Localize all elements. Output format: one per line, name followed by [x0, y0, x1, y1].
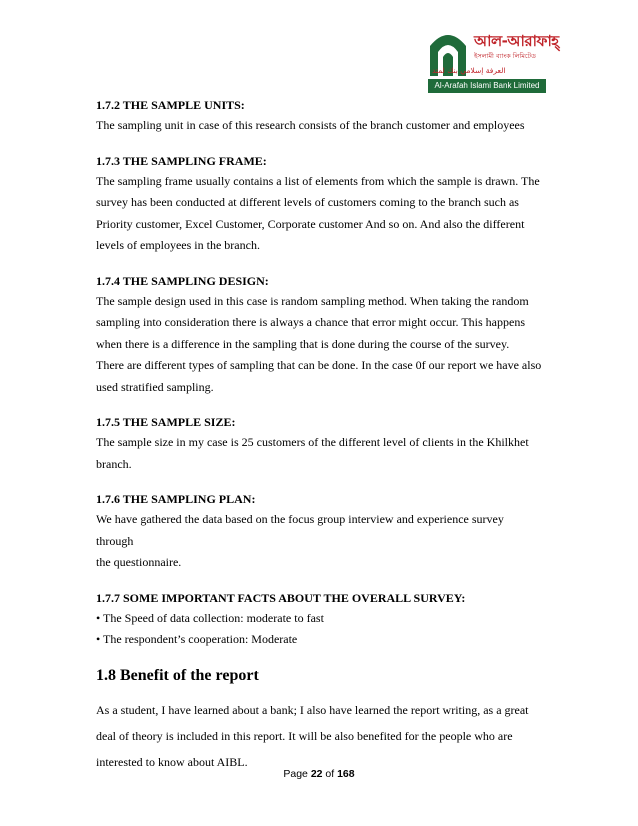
- total-page-count: 168: [337, 768, 355, 780]
- section-benefit: [96, 665, 542, 775]
- logo-bengali-name: আল-আরাফাহ্: [474, 32, 559, 50]
- paragraph-line: Priority customer, Excel Customer, Corporate customer And so on. And also the different: [96, 216, 525, 231]
- section-sampling-frame: [96, 151, 542, 257]
- bullet-item: • The respondent’s cooperation: Moderate: [96, 632, 298, 646]
- paragraph-line: levels of employees in the branch.: [96, 238, 260, 252]
- paragraph-line: We have gathered the data based on the focus group interview and experience survey through: [96, 512, 504, 548]
- section-heading: 1.7.3 THE SAMPLING FRAME:: [96, 153, 267, 168]
- section-sampling-plan: [96, 489, 542, 574]
- section-heading: 1.7.2 THE SAMPLE UNITS:: [96, 98, 245, 112]
- paragraph-line: when there is a difference in the sampling that is done during the course of the survey.: [96, 336, 510, 351]
- paragraph-line: used stratified sampling.: [96, 379, 214, 394]
- section-heading: 1.7.7 SOME IMPORTANT FACTS ABOUT THE OVERALL SURVEY:: [96, 590, 466, 605]
- section-survey-facts: [96, 588, 542, 651]
- paragraph-line: interested to know about AIBL.: [96, 754, 248, 769]
- paragraph-line: As a student, I have learned about a bank; I also have learned the report writing, as a great: [96, 702, 529, 717]
- section-sample-units: [96, 95, 542, 137]
- section-heading: 1.7.4 THE SAMPLING DESIGN:: [96, 273, 269, 288]
- paragraph-line: sampling into consideration there is always a chance that error might occur. This happens: [96, 315, 525, 329]
- page-footer: [0, 768, 638, 780]
- page-content: [96, 95, 542, 789]
- paragraph-line: The sampling unit in case of this research consists of the branch customer and employees: [96, 118, 525, 132]
- paragraph-line: branch.: [96, 456, 132, 471]
- footer-mid: of: [322, 768, 338, 780]
- section-heading: 1.7.6 THE SAMPLING PLAN:: [96, 492, 256, 506]
- logo-english-name: Al-Arafah Islami Bank Limited: [428, 79, 546, 93]
- paragraph-line: deal of theory is included in this report. It will be also benefited for the people who are: [96, 728, 513, 743]
- bank-logo: [428, 30, 559, 100]
- bullet-item: • The Speed of data collection: moderate to fast: [96, 610, 324, 625]
- current-page-number: 22: [310, 768, 323, 780]
- footer-prefix: Page: [283, 768, 311, 780]
- paragraph-line: the questionnaire.: [96, 555, 182, 569]
- paragraph-line: The sampling frame usually contains a list of elements from which the sample is drawn. The: [96, 173, 540, 188]
- section-sampling-design: [96, 271, 542, 399]
- logo-bengali-subtitle: ইসলামী ব্যাংক লিমিটেড: [474, 52, 536, 60]
- section-heading: 1.7.5 THE SAMPLE SIZE:: [96, 415, 236, 429]
- paragraph-line: The sample design used in this case is random sampling method. When taking the random: [96, 293, 529, 308]
- paragraph-line: survey has been conducted at different levels of customers coming to the branch such as: [96, 195, 519, 209]
- logo-arabic-name: العرفة إسلامي بنك لمتد: [432, 66, 506, 75]
- section-title: 1.8 Benefit of the report: [96, 666, 259, 684]
- paragraph-line: The sample size in my case is 25 customers of the different level of clients in the Khilkhet: [96, 435, 529, 449]
- paragraph-line: There are different types of sampling that can be done. In the case 0f our report we have also: [96, 358, 542, 372]
- section-sample-size: [96, 412, 542, 475]
